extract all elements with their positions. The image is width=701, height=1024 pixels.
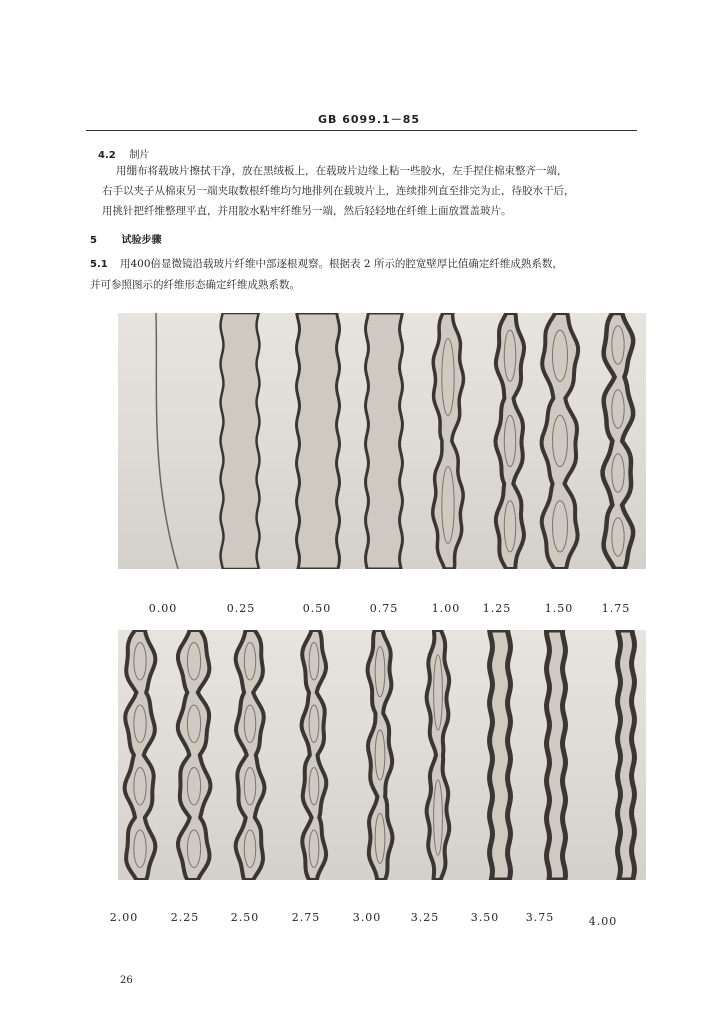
maturity-label: 0.75 (369, 602, 399, 615)
fiber-micrograph-bottom-svg (118, 630, 646, 880)
fiber-shape (302, 630, 327, 880)
fiber-shape (542, 313, 579, 569)
fiber-shape (618, 630, 635, 880)
maturity-label: 4.00 (588, 915, 618, 928)
section-number: 5.1 (90, 259, 108, 270)
fiber-shape (368, 630, 393, 880)
maturity-label: 0.25 (226, 602, 256, 615)
section-4-2-heading (98, 146, 149, 161)
maturity-label: 2.50 (230, 911, 260, 924)
fiber-shape (496, 313, 525, 569)
section-4-2-body (102, 161, 575, 221)
fiber-shape (603, 313, 634, 569)
maturity-label: 0.50 (302, 602, 332, 615)
section-5-heading (90, 231, 161, 246)
header-rule (86, 130, 637, 131)
maturity-label: 1.25 (482, 602, 512, 615)
fiber-shape (236, 630, 265, 880)
fiber-shape (490, 630, 511, 880)
maturity-label: 3.25 (410, 911, 440, 924)
fiber-shape (178, 630, 211, 880)
maturity-label: 1.75 (601, 602, 631, 615)
section-number: 5 (90, 235, 97, 246)
label-row-bottom (0, 911, 701, 931)
fiber-shape (297, 313, 340, 569)
paragraph-line: 用挑针把纤维整理平直，并用胶水粘牢纤维另一端，然后轻轻地在纤维上面放置盖玻片。 (102, 205, 512, 217)
fiber-shape (125, 630, 156, 880)
paragraph-line: 用绷布将载玻片擦拭干净，放在黑绒板上，在载玻片边缘上粘一些胶水，左手捏住棉束整齐一端， (116, 165, 568, 177)
section-5-1-body (90, 254, 563, 295)
fiber-shape (366, 313, 403, 569)
maturity-label: 2.25 (170, 911, 200, 924)
fiber-shape (156, 313, 178, 569)
micrograph-bottom (118, 630, 646, 880)
fiber-micrograph-top-svg (118, 313, 646, 569)
maturity-label: 2.00 (109, 911, 139, 924)
paragraph-line: 并可参照图示的纤维形态确定纤维成熟系数。 (90, 279, 300, 291)
section-title: 试验步骤 (121, 235, 162, 246)
maturity-label: 1.50 (544, 602, 574, 615)
maturity-label: 3.75 (525, 911, 555, 924)
page-number: 26 (120, 975, 133, 986)
paragraph-line: 右手以夹子从棉束另一端夹取数根纤维均匀地排列在载玻片上，连续排列直至排完为止，待胶水干后， (102, 185, 575, 197)
maturity-label: 3.50 (470, 911, 500, 924)
fiber-shape (547, 630, 566, 880)
page-header-code: GB 6099.1－85 (318, 113, 420, 126)
maturity-label: 0.00 (148, 602, 178, 615)
label-row-top (0, 602, 701, 622)
fiber-shape (221, 313, 260, 569)
section-title: 制片 (129, 150, 150, 161)
maturity-label: 2.75 (291, 911, 321, 924)
section-number: 4.2 (98, 150, 116, 161)
fiber-shape (427, 630, 450, 880)
maturity-label: 1.00 (431, 602, 461, 615)
fiber-shape (433, 313, 464, 569)
micrograph-top (118, 313, 646, 569)
maturity-label: 3.00 (352, 911, 382, 924)
paragraph-line: 用400倍显微镜沿载玻片纤维中部逐根观察。根据表 2 所示的腔宽壁厚比值确定纤维成熟系数， (120, 258, 563, 270)
